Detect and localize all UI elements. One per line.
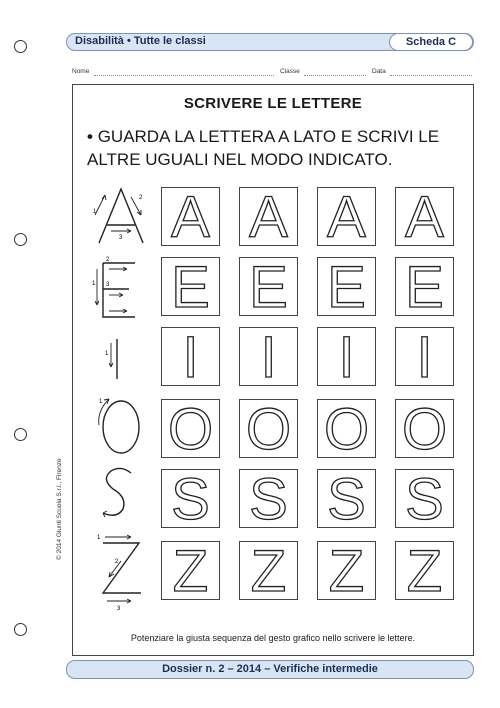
practice-cell-o[interactable] bbox=[317, 399, 376, 458]
binder-hole-1 bbox=[14, 40, 27, 53]
practice-cell-e[interactable] bbox=[239, 257, 298, 316]
bullet-icon: • bbox=[87, 127, 98, 146]
sheet-label: Scheda C bbox=[389, 33, 473, 51]
worksheet-box bbox=[72, 84, 474, 656]
practice-cell-a[interactable] bbox=[161, 187, 220, 246]
svg-text:2: 2 bbox=[106, 257, 110, 263]
footer-bar: Dossier n. 2 – 2014 – Verifiche intermedie bbox=[66, 660, 474, 679]
footer-note: Potenziare la giusta sequenza del gesto grafico nello scrivere le lettere. bbox=[130, 633, 416, 643]
practice-cell-i[interactable] bbox=[239, 327, 298, 386]
binder-hole-2 bbox=[14, 233, 27, 246]
outline-letter: Z bbox=[406, 542, 443, 599]
svg-text:3: 3 bbox=[119, 235, 123, 241]
instruction bbox=[87, 125, 459, 171]
instruction-text: GUARDA LA LETTERA A LATO E SCRIVI LE ALTRE UGUALI NEL MODO INDICATO. bbox=[87, 127, 440, 169]
practice-cell-s[interactable] bbox=[395, 469, 454, 528]
svg-text:2: 2 bbox=[139, 195, 143, 201]
student-fields bbox=[72, 68, 472, 80]
class-label: Classe bbox=[280, 68, 300, 75]
svg-text:1: 1 bbox=[105, 351, 109, 357]
practice-cell-e[interactable] bbox=[317, 257, 376, 316]
outline-letter: S bbox=[171, 470, 210, 527]
date-field[interactable] bbox=[390, 75, 472, 76]
outline-letter: I bbox=[260, 328, 277, 385]
svg-text:1: 1 bbox=[93, 209, 97, 215]
practice-cell-i[interactable] bbox=[317, 327, 376, 386]
outline-letter: E bbox=[249, 258, 288, 315]
svg-text:1: 1 bbox=[97, 535, 101, 541]
practice-cell-o[interactable] bbox=[239, 399, 298, 458]
outline-letter: I bbox=[182, 328, 199, 385]
outline-letter: S bbox=[249, 470, 288, 527]
copyright: © 2014 Giunti Scuola S.r.l., Firenze bbox=[56, 458, 63, 560]
outline-letter: I bbox=[338, 328, 355, 385]
outline-letter: Z bbox=[250, 542, 287, 599]
outline-letter: A bbox=[171, 188, 210, 245]
worksheet-title: SCRIVERE LE LETTERE bbox=[183, 95, 363, 112]
outline-letter: O bbox=[323, 400, 370, 457]
header-bar bbox=[66, 33, 474, 51]
practice-cell-e[interactable] bbox=[395, 257, 454, 316]
outline-letter: S bbox=[327, 470, 366, 527]
svg-text:2: 2 bbox=[115, 559, 119, 565]
practice-cell-z[interactable] bbox=[239, 541, 298, 600]
outline-letter: Z bbox=[328, 542, 365, 599]
practice-cell-o[interactable] bbox=[161, 399, 220, 458]
svg-text:3: 3 bbox=[106, 282, 110, 288]
outline-letter: O bbox=[401, 400, 448, 457]
practice-cell-a[interactable] bbox=[317, 187, 376, 246]
date-label: Data bbox=[372, 68, 386, 75]
practice-cell-a[interactable] bbox=[239, 187, 298, 246]
model-letter-e bbox=[91, 255, 151, 321]
section-label: Disabilità • Tutte le classi bbox=[75, 35, 206, 47]
outline-letter: I bbox=[416, 328, 433, 385]
practice-cell-z[interactable] bbox=[317, 541, 376, 600]
outline-letter: O bbox=[167, 400, 214, 457]
practice-cell-s[interactable] bbox=[161, 469, 220, 528]
practice-cell-i[interactable] bbox=[395, 327, 454, 386]
outline-letter: S bbox=[405, 470, 444, 527]
practice-cell-a[interactable] bbox=[395, 187, 454, 246]
name-field[interactable] bbox=[94, 75, 274, 76]
name-label: Nome bbox=[72, 68, 90, 75]
outline-letter: A bbox=[405, 188, 444, 245]
svg-text:1: 1 bbox=[92, 281, 96, 287]
practice-cell-z[interactable] bbox=[395, 541, 454, 600]
outline-letter: A bbox=[327, 188, 366, 245]
svg-text:1: 1 bbox=[99, 399, 103, 405]
outline-letter: A bbox=[249, 188, 288, 245]
model-letter-a bbox=[91, 185, 151, 245]
model-letter-i bbox=[91, 333, 151, 383]
model-letter-o bbox=[91, 391, 151, 457]
outline-letter: O bbox=[245, 400, 292, 457]
practice-cell-i[interactable] bbox=[161, 327, 220, 386]
model-letter-s bbox=[91, 461, 151, 525]
model-letter-z bbox=[91, 533, 153, 613]
outline-letter: E bbox=[171, 258, 210, 315]
practice-cell-s[interactable] bbox=[239, 469, 298, 528]
class-field[interactable] bbox=[304, 75, 366, 76]
binder-hole-4 bbox=[14, 623, 27, 636]
practice-cell-o[interactable] bbox=[395, 399, 454, 458]
outline-letter: E bbox=[405, 258, 444, 315]
binder-hole-3 bbox=[14, 428, 27, 441]
practice-cell-e[interactable] bbox=[161, 257, 220, 316]
practice-cell-z[interactable] bbox=[161, 541, 220, 600]
practice-cell-s[interactable] bbox=[317, 469, 376, 528]
svg-text:3: 3 bbox=[117, 606, 121, 612]
outline-letter: Z bbox=[172, 542, 209, 599]
outline-letter: E bbox=[327, 258, 366, 315]
